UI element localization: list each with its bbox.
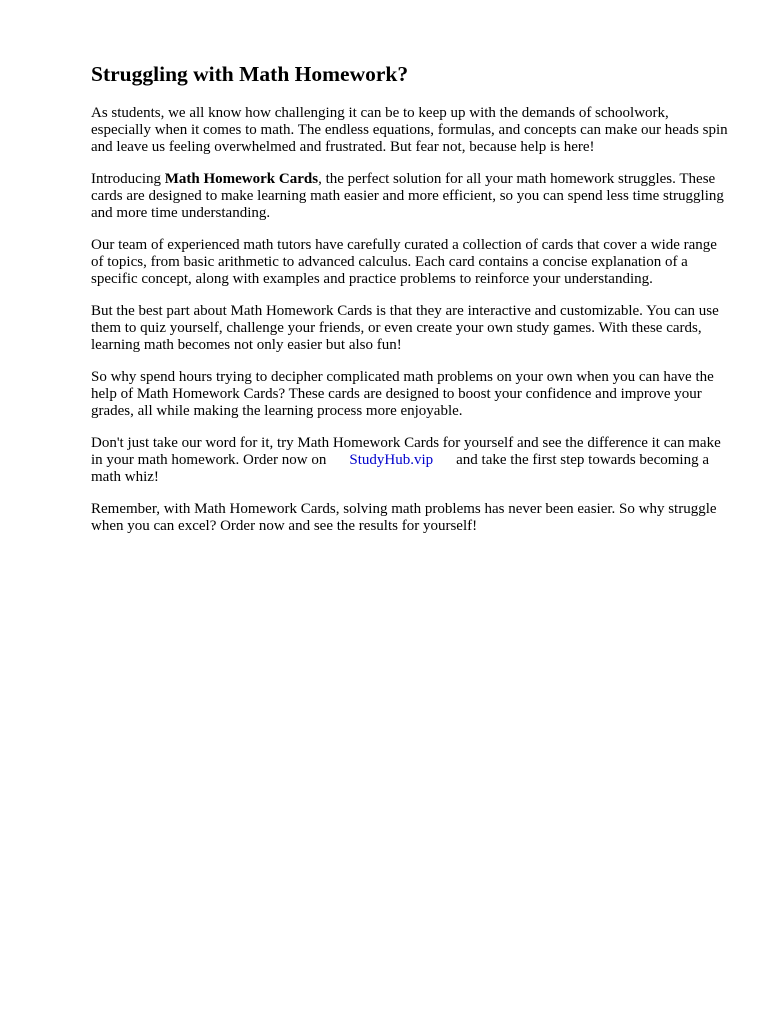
page-title: Struggling with Math Homework? [91, 62, 409, 86]
paragraph-introducing [91, 171, 731, 222]
paragraph-text: and take the first step towards becoming a math whiz! [91, 452, 709, 485]
paragraph-text: , the perfect solution for all your math homework struggles. These cards are designed to make learning math easier and more efficient, so you can spend less time struggling and more time understanding. [91, 171, 724, 221]
paragraph-text: Introducing [91, 171, 165, 187]
paragraph-intro: As students, we all know how challenging it can be to keep up with the demands of schoolwork, especially when it comes to math. The endless equations, formulas, and concepts can make our heads spin and leave us feeling overwhelmed and frustrated. But fear not, because help is here! [91, 105, 728, 155]
paragraph-remember: Remember, with Math Homework Cards, solving math problems has never been easier. So why struggle when you can excel? Order now and see the results for yourself! [91, 501, 717, 534]
paragraph-why: So why spend hours trying to decipher complicated math problems on your own when you can have the help of Math Homework Cards? These cards are designed to boost your confidence and improve your grades, all while making the learning process more enjoyable. [91, 369, 714, 419]
paragraph-team: Our team of experienced math tutors have carefully curated a collection of cards that cover a wide range of topics, from basic arithmetic to advanced calculus. Each card contains a concise explanation of a specific concept, along with examples and practice problems to reinforce your understanding. [91, 237, 717, 287]
paragraph-text: Don't just take our word for it, try Math Homework Cards for yourself and see the difference it can make in your math homework. Order now on [91, 435, 721, 468]
product-name-bold: Math Homework Cards [164, 171, 319, 187]
studyhub-link[interactable]: StudyHub.vip [349, 452, 434, 468]
paragraph-order [91, 435, 731, 486]
paragraph-interactive: But the best part about Math Homework Cards is that they are interactive and customizable. You can use them to quiz yourself, challenge your friends, or even create your own study games. With these cards, learning math becomes not only easier but also fun! [91, 303, 719, 353]
